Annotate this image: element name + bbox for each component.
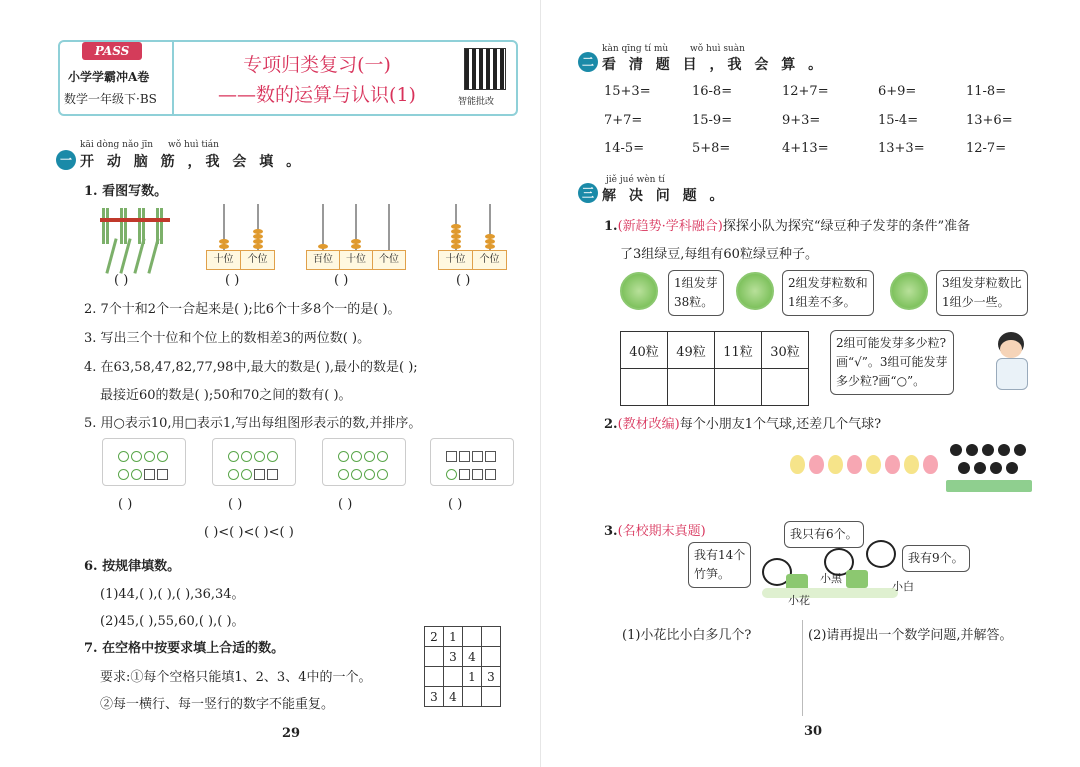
q7-text: 7. 在空格中按要求填上合适的数。 bbox=[84, 641, 285, 656]
q3-text[interactable]: 3. 写出三个十位和个位上的数相差3的两位数( )。 bbox=[84, 331, 371, 346]
q1-answer-blank-1[interactable]: ( ) bbox=[114, 273, 129, 288]
place-label-ones: 个位 bbox=[240, 250, 275, 270]
page-number-left: 29 bbox=[282, 726, 301, 741]
qr-code-icon[interactable] bbox=[464, 48, 506, 90]
calc-item[interactable]: 4+13= bbox=[782, 141, 829, 156]
grid-cell[interactable] bbox=[444, 667, 463, 687]
grid-cell[interactable] bbox=[482, 647, 501, 667]
calc-item[interactable]: 15-4= bbox=[878, 113, 919, 128]
bubble-group2: 2组发芽粒数和 1组差不多。 bbox=[782, 270, 874, 316]
calc-item[interactable]: 15+3= bbox=[604, 84, 651, 99]
bean-mark-cell[interactable] bbox=[621, 369, 668, 406]
boy-illustration bbox=[990, 332, 1030, 392]
book-grade: 数学一年级下·BS bbox=[64, 92, 157, 106]
place-label-tens: 十位 bbox=[339, 250, 373, 270]
section3-title: 解 决 问 题 。 bbox=[602, 188, 728, 204]
bubble-xiaohei: 我只有6个。 bbox=[784, 521, 864, 548]
name-xiaohua: 小花 bbox=[788, 594, 810, 607]
s3-q1-tag: (新趋势·学科融合) bbox=[617, 219, 723, 234]
grid-cell[interactable] bbox=[463, 687, 482, 707]
calc-item[interactable]: 13+6= bbox=[966, 113, 1013, 128]
grid-cell[interactable]: 3 bbox=[482, 667, 501, 687]
calc-item[interactable]: 9+3= bbox=[782, 113, 821, 128]
abacus-3 bbox=[438, 204, 506, 268]
s3-q1-text: 探探小队为探究“绿豆种子发芽的条件”准备 bbox=[722, 219, 971, 234]
q5-blank-1[interactable]: ( ) bbox=[118, 497, 133, 512]
grid-cell[interactable] bbox=[482, 687, 501, 707]
q1-answer-blank-3[interactable]: ( ) bbox=[334, 273, 349, 288]
s3-q2-number: 2. bbox=[604, 417, 618, 432]
shape-group-2 bbox=[212, 438, 296, 486]
s3-q1-line2: 了3组绿豆,每组有60粒绿豆种子。 bbox=[620, 247, 818, 262]
section2-pinyin-2: wǒ huì suàn bbox=[690, 44, 745, 54]
calc-item[interactable]: 6+9= bbox=[878, 84, 917, 99]
q3-sub1[interactable]: (1)小花比小白多几个? bbox=[622, 628, 752, 643]
grid-cell[interactable]: 1 bbox=[444, 627, 463, 647]
bean-option: 30粒 bbox=[762, 332, 809, 369]
section3-pinyin: jiě jué wèn tí bbox=[606, 175, 665, 185]
bean-option: 40粒 bbox=[621, 332, 668, 369]
page-number-right: 30 bbox=[804, 724, 823, 739]
q3-sub2[interactable]: (2)请再提出一个数学问题,并解答。 bbox=[808, 628, 1013, 643]
grid-cell[interactable] bbox=[463, 627, 482, 647]
calc-item[interactable]: 16-8= bbox=[692, 84, 733, 99]
bubble-xiaobai: 我有9个。 bbox=[902, 545, 970, 572]
section1-title: 开 动 脑 筋 ，我 会 填 。 bbox=[80, 154, 305, 170]
q5-text: 5. 用○表示10,用□表示1,写出每组图形表示的数,并排序。 bbox=[84, 416, 422, 431]
bean-dish-3 bbox=[890, 272, 928, 310]
grid-cell[interactable]: 3 bbox=[444, 647, 463, 667]
section1-badge: 一 bbox=[56, 150, 76, 170]
shape-group-4 bbox=[430, 438, 514, 486]
stick-bundles-image bbox=[100, 208, 176, 268]
book-info bbox=[60, 42, 174, 114]
q4-text-2[interactable]: 最接近60的数是( );50和70之间的数有( )。 bbox=[100, 388, 352, 403]
place-label-tens: 十位 bbox=[438, 250, 473, 270]
calc-item[interactable]: 15-9= bbox=[692, 113, 733, 128]
sudoku-grid bbox=[424, 626, 501, 707]
section1-pinyin-1: kāi dòng nǎo jīn bbox=[80, 140, 154, 150]
bean-dish-2 bbox=[736, 272, 774, 310]
bubble-group1: 1组发芽 38粒。 bbox=[668, 270, 724, 316]
q7-requirement-2: ②每一横行、每一竖行的数字不能重复。 bbox=[100, 697, 335, 712]
section1-pinyin-2: wǒ huì tián bbox=[168, 140, 219, 150]
grid-cell[interactable] bbox=[425, 647, 444, 667]
calc-item[interactable]: 11-8= bbox=[966, 84, 1007, 99]
q5-blank-4[interactable]: ( ) bbox=[448, 497, 463, 512]
pass-logo: PASS bbox=[82, 42, 142, 60]
section3-badge: 三 bbox=[578, 183, 598, 203]
q1-answer-blank-2[interactable]: ( ) bbox=[225, 273, 240, 288]
section2-pinyin-1: kàn qīng tí mù bbox=[602, 44, 669, 54]
q5-blank-3[interactable]: ( ) bbox=[338, 497, 353, 512]
calc-item[interactable]: 12+7= bbox=[782, 84, 829, 99]
shape-group-3 bbox=[322, 438, 406, 486]
section2-badge: 二 bbox=[578, 52, 598, 72]
bubble-xiaohua: 我有14个 竹笋。 bbox=[688, 542, 751, 588]
hint-bubble: 2组可能发芽多少粒? 画“√”。3组可能发芽 多少粒?画“○”。 bbox=[830, 330, 954, 395]
q5-order[interactable]: ( )<( )<( )<( ) bbox=[204, 525, 294, 540]
q6-part1[interactable]: (1)44,( ),( ),( ),36,34。 bbox=[100, 587, 245, 602]
s3-q2-text: 每个小朋友1个气球,还差几个气球? bbox=[679, 417, 882, 432]
q7-requirement-1: 要求:①每个空格只能填1、2、3、4中的一个。 bbox=[100, 670, 372, 685]
s3-q1-number: 1. bbox=[604, 219, 618, 234]
name-xiaohei: 小黑 bbox=[820, 572, 842, 585]
worksheet-header bbox=[58, 40, 518, 116]
grid-cell[interactable]: 1 bbox=[463, 667, 482, 687]
q1-label: 1. 看图写数。 bbox=[84, 184, 168, 199]
place-label-tens: 十位 bbox=[206, 250, 241, 270]
grid-cell[interactable] bbox=[425, 667, 444, 687]
abacus-1 bbox=[206, 204, 274, 268]
place-label-ones: 个位 bbox=[472, 250, 507, 270]
grid-cell[interactable]: 4 bbox=[463, 647, 482, 667]
s3-q2-line bbox=[604, 413, 881, 432]
calc-item[interactable]: 7+7= bbox=[604, 113, 643, 128]
name-xiaobai: 小白 bbox=[892, 580, 914, 593]
qr-caption: 智能批改 bbox=[458, 97, 495, 107]
abacus-2 bbox=[306, 204, 406, 268]
q2-text[interactable]: 2. 7个十和2个一合起来是( );比6个十多8个一的是( )。 bbox=[84, 302, 401, 317]
children-group-image bbox=[946, 444, 1036, 496]
calc-item[interactable]: 5+8= bbox=[692, 141, 731, 156]
q1-answer-blank-4[interactable]: ( ) bbox=[456, 273, 471, 288]
grid-cell[interactable]: 3 bbox=[425, 687, 444, 707]
bean-mark-cell[interactable] bbox=[715, 369, 762, 406]
page-title: 专项归类复习(一) bbox=[243, 54, 391, 76]
s3-q2-tag: (教材改编) bbox=[617, 417, 680, 432]
s3-q3-line bbox=[604, 520, 706, 539]
bubble-group3: 3组发芽粒数比 1组少一些。 bbox=[936, 270, 1028, 316]
q6-text: 6. 按规律填数。 bbox=[84, 559, 181, 574]
place-label-hundreds: 百位 bbox=[306, 250, 340, 270]
bean-mark-cell[interactable] bbox=[762, 369, 809, 406]
answer-divider bbox=[802, 620, 803, 716]
calc-item[interactable]: 13+3= bbox=[878, 141, 925, 156]
q5-blank-2[interactable]: ( ) bbox=[228, 497, 243, 512]
s3-q1-line1 bbox=[604, 215, 970, 234]
bean-dish-1 bbox=[620, 272, 658, 310]
bean-option: 49粒 bbox=[668, 332, 715, 369]
calc-item[interactable]: 14-5= bbox=[604, 141, 645, 156]
grid-cell[interactable]: 2 bbox=[425, 627, 444, 647]
bean-option: 11粒 bbox=[715, 332, 762, 369]
bean-mark-cell[interactable] bbox=[668, 369, 715, 406]
s3-q3-tag: (名校期末真题) bbox=[617, 524, 706, 539]
q4-text-1[interactable]: 4. 在63,58,47,82,77,98中,最大的数是( ),最小的数是( ); bbox=[84, 360, 418, 375]
place-label-ones: 个位 bbox=[372, 250, 406, 270]
calc-item[interactable]: 12-7= bbox=[966, 141, 1007, 156]
book-series: 小学学霸冲A卷 bbox=[68, 70, 150, 84]
bean-count-table bbox=[620, 331, 809, 406]
shape-group-1 bbox=[102, 438, 186, 486]
q6-part2[interactable]: (2)45,( ),55,60,( ),( )。 bbox=[100, 614, 245, 629]
section2-title: 看 清 题 目 ，我 会 算 。 bbox=[602, 57, 827, 73]
balloons-image bbox=[790, 455, 940, 495]
grid-cell[interactable] bbox=[482, 627, 501, 647]
page-subtitle: ——数的运算与认识(1) bbox=[218, 84, 416, 106]
page-gutter bbox=[540, 0, 541, 767]
grid-cell[interactable]: 4 bbox=[444, 687, 463, 707]
s3-q3-number: 3. bbox=[604, 524, 618, 539]
